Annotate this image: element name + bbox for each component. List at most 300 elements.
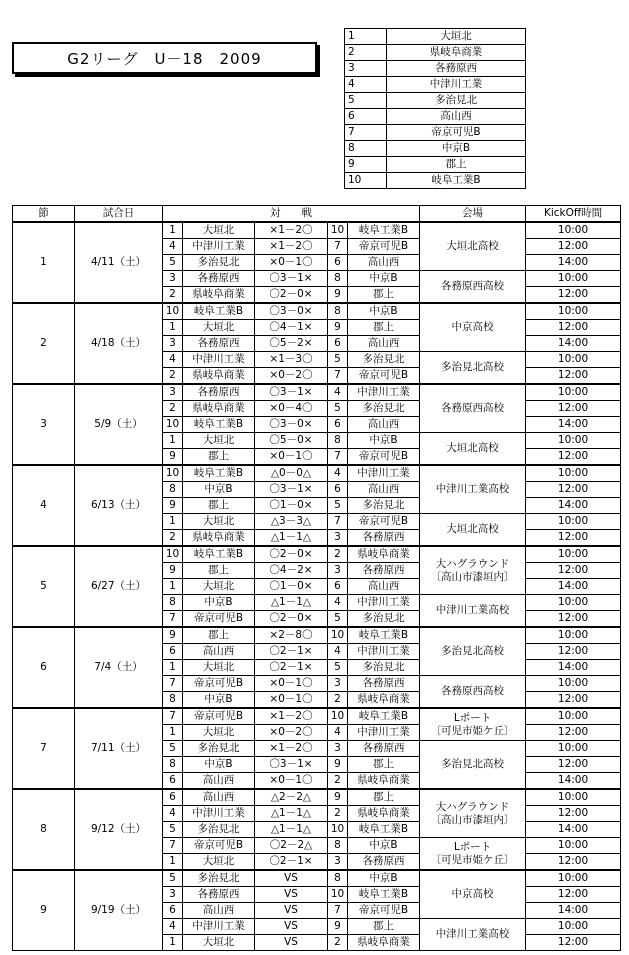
kickoff-time: 12:00 [526, 239, 621, 255]
home-team: 多治見北 [183, 255, 255, 271]
home-team: 郡上 [183, 563, 255, 579]
home-team-number: 7 [163, 708, 183, 725]
venue [420, 789, 526, 838]
kickoff-time: 10:00 [526, 384, 621, 401]
match-result: 〇1－0× [255, 498, 328, 514]
home-team: 岐阜工業B [183, 417, 255, 433]
venue-line: Lポート [453, 711, 492, 724]
away-team: 帝京可児B [348, 514, 420, 530]
home-team: 岐阜工業B [183, 465, 255, 482]
match-result: VS [255, 935, 328, 951]
away-team-number: 5 [328, 498, 348, 514]
away-team-number: 4 [328, 465, 348, 482]
home-team-number: 3 [163, 887, 183, 903]
home-team: 多治見北 [183, 870, 255, 887]
venue-line: 〔可児市姫ケ丘〕 [430, 724, 515, 737]
away-team-number: 2 [328, 806, 348, 822]
match-result: 〇2－1× [255, 644, 328, 660]
kickoff-time: 10:00 [526, 708, 621, 725]
home-team: 大垣北 [183, 514, 255, 530]
away-team-number: 4 [328, 644, 348, 660]
section-number: 1 [13, 222, 75, 303]
kickoff-time: 10:00 [526, 465, 621, 482]
kickoff-time: 12:00 [526, 482, 621, 498]
kickoff-time: 14:00 [526, 773, 621, 790]
away-team-number: 3 [328, 563, 348, 579]
match-date: 6/13（土） [75, 465, 163, 546]
venue-line: 多治見北高校 [441, 645, 505, 657]
kickoff-time: 10:00 [526, 433, 621, 449]
home-team: 大垣北 [183, 222, 255, 239]
match-result: △1－1△ [255, 822, 328, 838]
match-row [13, 384, 621, 401]
team-name: 中京B [387, 141, 526, 157]
team-name: 郡上 [387, 157, 526, 173]
kickoff-time: 12:00 [526, 449, 621, 466]
away-team: 高山西 [348, 579, 420, 595]
match-row [13, 546, 621, 563]
home-team-number: 10 [163, 465, 183, 482]
kickoff-time: 10:00 [526, 595, 621, 611]
header-section: 節 [13, 206, 75, 223]
home-team: 中京B [183, 482, 255, 498]
section-number: 8 [13, 789, 75, 870]
venue [420, 546, 526, 595]
away-team-number: 5 [328, 611, 348, 628]
match-result: 〇4－2× [255, 563, 328, 579]
match-result: ×0－1〇 [255, 773, 328, 790]
match-date: 5/9（土） [75, 384, 163, 465]
home-team: 中津川工業 [183, 352, 255, 368]
home-team-number: 7 [163, 676, 183, 692]
match-row [13, 222, 621, 239]
away-team-number: 9 [328, 757, 348, 773]
venue [420, 627, 526, 676]
match-date: 7/4（土） [75, 627, 163, 708]
home-team: 大垣北 [183, 579, 255, 595]
home-team: 中京B [183, 757, 255, 773]
kickoff-time: 10:00 [526, 627, 621, 644]
away-team-number: 2 [328, 773, 348, 790]
home-team-number: 6 [163, 773, 183, 790]
away-team: 県岐阜商業 [348, 692, 420, 709]
kickoff-time: 14:00 [526, 660, 621, 676]
kickoff-time: 14:00 [526, 336, 621, 352]
team-number: 10 [345, 173, 387, 189]
home-team: 各務原西 [183, 271, 255, 287]
match-result: △1－1△ [255, 595, 328, 611]
away-team-number: 7 [328, 239, 348, 255]
home-team: 岐阜工業B [183, 303, 255, 320]
venue-line: 中津川工業高校 [435, 604, 510, 616]
venue [420, 708, 526, 741]
section-group [13, 708, 621, 789]
header-match: 対 戦 [163, 206, 420, 223]
away-team-number: 10 [328, 708, 348, 725]
home-team-number: 1 [163, 725, 183, 741]
match-row [13, 627, 621, 644]
match-result: 〇5－0× [255, 433, 328, 449]
kickoff-time: 12:00 [526, 854, 621, 871]
away-team-number: 8 [328, 870, 348, 887]
match-result: VS [255, 919, 328, 935]
match-result: ×2－8〇 [255, 627, 328, 644]
team-number: 5 [345, 93, 387, 109]
match-result: 〇2－0× [255, 546, 328, 563]
away-team-number: 9 [328, 287, 348, 304]
kickoff-time: 14:00 [526, 822, 621, 838]
team-name: 中津川工業 [387, 77, 526, 93]
kickoff-time: 14:00 [526, 498, 621, 514]
away-team: 中津川工業 [348, 595, 420, 611]
kickoff-time: 12:00 [526, 887, 621, 903]
kickoff-time: 14:00 [526, 903, 621, 919]
away-team-number: 5 [328, 401, 348, 417]
venue [420, 352, 526, 385]
home-team: 高山西 [183, 789, 255, 806]
away-team: 帝京可児B [348, 239, 420, 255]
home-team: 各務原西 [183, 384, 255, 401]
away-team-number: 7 [328, 903, 348, 919]
away-team-number: 4 [328, 725, 348, 741]
away-team: 高山西 [348, 482, 420, 498]
venue-line: 〔高山市漆垣内〕 [430, 570, 515, 583]
away-team: 郡上 [348, 320, 420, 336]
venue-line: 中京高校 [451, 321, 494, 333]
match-date: 4/18（土） [75, 303, 163, 384]
team-row [345, 141, 526, 157]
home-team-number: 9 [163, 449, 183, 466]
venue [420, 514, 526, 547]
venue-line: 各務原西高校 [441, 402, 505, 414]
team-row [345, 125, 526, 141]
team-number: 7 [345, 125, 387, 141]
team-name: 高山西 [387, 109, 526, 125]
away-team-number: 6 [328, 255, 348, 271]
home-team: 県岐阜商業 [183, 368, 255, 385]
kickoff-time: 14:00 [526, 579, 621, 595]
away-team-number: 2 [328, 546, 348, 563]
away-team: 多治見北 [348, 401, 420, 417]
kickoff-time: 10:00 [526, 919, 621, 935]
venue [420, 838, 526, 871]
match-result: 〇3－0× [255, 417, 328, 433]
venue-line: Lポート [453, 840, 492, 853]
away-team-number: 9 [328, 789, 348, 806]
home-team-number: 2 [163, 287, 183, 304]
team-row [345, 109, 526, 125]
home-team-number: 2 [163, 530, 183, 547]
match-result: 〇3－1× [255, 271, 328, 287]
venue [420, 595, 526, 628]
kickoff-time: 12:00 [526, 806, 621, 822]
away-team-number: 8 [328, 433, 348, 449]
venue [420, 919, 526, 951]
away-team: 郡上 [348, 757, 420, 773]
home-team-number: 8 [163, 757, 183, 773]
away-team-number: 8 [328, 838, 348, 854]
home-team-number: 10 [163, 417, 183, 433]
away-team-number: 10 [328, 627, 348, 644]
home-team: 岐阜工業B [183, 546, 255, 563]
kickoff-time: 12:00 [526, 611, 621, 628]
kickoff-time: 12:00 [526, 368, 621, 385]
home-team: 帝京可児B [183, 676, 255, 692]
away-team: 多治見北 [348, 352, 420, 368]
match-result: 〇3－1× [255, 757, 328, 773]
away-team-number: 10 [328, 822, 348, 838]
kickoff-time: 10:00 [526, 352, 621, 368]
home-team: 中津川工業 [183, 806, 255, 822]
team-name: 県岐阜商業 [387, 45, 526, 61]
kickoff-time: 10:00 [526, 271, 621, 287]
venue-line: 各務原西高校 [441, 685, 505, 697]
away-team: 中津川工業 [348, 384, 420, 401]
match-result: ×0－2〇 [255, 725, 328, 741]
match-result: 〇2－1× [255, 660, 328, 676]
away-team: 中津川工業 [348, 644, 420, 660]
away-team-number: 5 [328, 660, 348, 676]
team-row [345, 157, 526, 173]
team-name: 各務原西 [387, 61, 526, 77]
match-result: ×1－2〇 [255, 741, 328, 757]
away-team: 各務原西 [348, 854, 420, 871]
match-result: ×1－2〇 [255, 222, 328, 239]
home-team: 中京B [183, 595, 255, 611]
home-team: 県岐阜商業 [183, 401, 255, 417]
away-team-number: 10 [328, 887, 348, 903]
home-team-number: 1 [163, 433, 183, 449]
home-team-number: 5 [163, 255, 183, 271]
home-team-number: 5 [163, 870, 183, 887]
match-result: 〇1－0× [255, 579, 328, 595]
match-row [13, 303, 621, 320]
match-date: 4/11（土） [75, 222, 163, 303]
match-row [13, 870, 621, 887]
home-team-number: 3 [163, 336, 183, 352]
venue [420, 433, 526, 466]
home-team-number: 2 [163, 401, 183, 417]
team-row [345, 29, 526, 45]
away-team: 各務原西 [348, 530, 420, 547]
away-team: 中京B [348, 271, 420, 287]
home-team: 中津川工業 [183, 239, 255, 255]
home-team: 各務原西 [183, 336, 255, 352]
venue-line: 大ハグラウンド [435, 800, 510, 813]
kickoff-time: 10:00 [526, 676, 621, 692]
venue-line: 中津川工業高校 [435, 928, 510, 940]
team-row [345, 45, 526, 61]
match-result: ×1－3〇 [255, 352, 328, 368]
home-team-number: 8 [163, 482, 183, 498]
team-number: 8 [345, 141, 387, 157]
home-team-number: 1 [163, 320, 183, 336]
section-number: 7 [13, 708, 75, 789]
team-name: 大垣北 [387, 29, 526, 45]
venue [420, 465, 526, 514]
away-team-number: 6 [328, 336, 348, 352]
home-team: 大垣北 [183, 433, 255, 449]
home-team-number: 9 [163, 627, 183, 644]
away-team: 多治見北 [348, 498, 420, 514]
home-team-number: 4 [163, 352, 183, 368]
section-number: 3 [13, 384, 75, 465]
match-result: △1－1△ [255, 806, 328, 822]
home-team: 大垣北 [183, 725, 255, 741]
team-number: 9 [345, 157, 387, 173]
away-team: 多治見北 [348, 611, 420, 628]
team-name: 多治見北 [387, 93, 526, 109]
away-team: 県岐阜商業 [348, 546, 420, 563]
away-team-number: 6 [328, 579, 348, 595]
match-result: △3－3△ [255, 514, 328, 530]
header-venue: 会場 [420, 206, 526, 223]
kickoff-time: 12:00 [526, 692, 621, 709]
schedule-table [12, 205, 621, 951]
match-result: 〇3－1× [255, 482, 328, 498]
venue [420, 870, 526, 919]
home-team: 中京B [183, 692, 255, 709]
match-row [13, 465, 621, 482]
home-team: 郡上 [183, 627, 255, 644]
match-result: 〇2－1× [255, 854, 328, 871]
home-team-number: 6 [163, 789, 183, 806]
home-team-number: 6 [163, 644, 183, 660]
home-team-number: 1 [163, 514, 183, 530]
kickoff-time: 14:00 [526, 255, 621, 271]
home-team: 県岐阜商業 [183, 287, 255, 304]
home-team-number: 4 [163, 239, 183, 255]
match-result: 〇3－1× [255, 384, 328, 401]
away-team: 帝京可児B [348, 903, 420, 919]
section-group [13, 465, 621, 546]
kickoff-time: 10:00 [526, 789, 621, 806]
team-name: 帝京可児B [387, 125, 526, 141]
home-team-number: 5 [163, 741, 183, 757]
match-result: ×1－2〇 [255, 239, 328, 255]
away-team: 高山西 [348, 255, 420, 271]
kickoff-time: 14:00 [526, 417, 621, 433]
away-team-number: 4 [328, 595, 348, 611]
kickoff-time: 10:00 [526, 222, 621, 239]
kickoff-time: 12:00 [526, 935, 621, 951]
away-team: 高山西 [348, 336, 420, 352]
match-result: 〇2－0× [255, 287, 328, 304]
away-team: 中京B [348, 870, 420, 887]
home-team: 各務原西 [183, 887, 255, 903]
venue-line: 〔可児市姫ケ丘〕 [430, 853, 515, 866]
home-team-number: 7 [163, 611, 183, 628]
home-team-number: 7 [163, 838, 183, 854]
venue [420, 741, 526, 790]
away-team-number: 2 [328, 935, 348, 951]
match-result: 〇2－2△ [255, 838, 328, 854]
home-team: 郡上 [183, 498, 255, 514]
home-team: 帝京可児B [183, 708, 255, 725]
match-result: △1－1△ [255, 530, 328, 547]
home-team-number: 5 [163, 822, 183, 838]
team-number: 3 [345, 61, 387, 77]
match-result: △0－0△ [255, 465, 328, 482]
away-team: 高山西 [348, 417, 420, 433]
header-kickoff: KickOff時間 [526, 206, 621, 223]
page-title: G2リーグ U－18 2009 [12, 42, 317, 74]
header-row [13, 206, 621, 223]
kickoff-time: 10:00 [526, 870, 621, 887]
match-date: 9/19（土） [75, 870, 163, 951]
match-result: 〇2－0× [255, 611, 328, 628]
away-team: 各務原西 [348, 741, 420, 757]
kickoff-time: 12:00 [526, 725, 621, 741]
venue-line: 中京高校 [451, 888, 494, 900]
kickoff-time: 12:00 [526, 320, 621, 336]
section-group [13, 546, 621, 627]
match-result: VS [255, 903, 328, 919]
home-team-number: 8 [163, 595, 183, 611]
home-team: 高山西 [183, 773, 255, 790]
kickoff-time: 12:00 [526, 401, 621, 417]
home-team: 帝京可児B [183, 838, 255, 854]
home-team-number: 10 [163, 303, 183, 320]
home-team: 高山西 [183, 903, 255, 919]
away-team: 県岐阜商業 [348, 773, 420, 790]
team-row [345, 93, 526, 109]
away-team-number: 6 [328, 482, 348, 498]
kickoff-time: 12:00 [526, 644, 621, 660]
away-team-number: 3 [328, 676, 348, 692]
away-team: 岐阜工業B [348, 822, 420, 838]
home-team-number: 1 [163, 222, 183, 239]
match-result: VS [255, 887, 328, 903]
venue-line: 多治見北高校 [441, 361, 505, 373]
away-team: 県岐阜商業 [348, 935, 420, 951]
kickoff-time: 10:00 [526, 303, 621, 320]
home-team: 多治見北 [183, 822, 255, 838]
away-team: 多治見北 [348, 660, 420, 676]
kickoff-time: 10:00 [526, 838, 621, 854]
venue-line: 大垣北高校 [446, 523, 499, 535]
away-team: 郡上 [348, 287, 420, 304]
venue [420, 676, 526, 709]
match-row [13, 708, 621, 725]
away-team: 中京B [348, 433, 420, 449]
home-team-number: 3 [163, 384, 183, 401]
match-result: △2－2△ [255, 789, 328, 806]
kickoff-time: 12:00 [526, 757, 621, 773]
away-team-number: 10 [328, 222, 348, 239]
home-team-number: 10 [163, 546, 183, 563]
away-team: 郡上 [348, 789, 420, 806]
match-result: VS [255, 870, 328, 887]
match-date: 7/11（土） [75, 708, 163, 789]
away-team-number: 2 [328, 692, 348, 709]
match-result: ×0－1〇 [255, 255, 328, 271]
away-team-number: 9 [328, 320, 348, 336]
home-team-number: 4 [163, 806, 183, 822]
away-team: 帝京可児B [348, 368, 420, 385]
match-result: ×0－2〇 [255, 368, 328, 385]
team-row [345, 77, 526, 93]
venue [420, 303, 526, 352]
kickoff-time: 12:00 [526, 287, 621, 304]
away-team: 中津川工業 [348, 465, 420, 482]
section-number: 2 [13, 303, 75, 384]
section-group [13, 627, 621, 708]
section-group [13, 303, 621, 384]
away-team-number: 6 [328, 417, 348, 433]
venue [420, 222, 526, 271]
home-team-number: 8 [163, 692, 183, 709]
